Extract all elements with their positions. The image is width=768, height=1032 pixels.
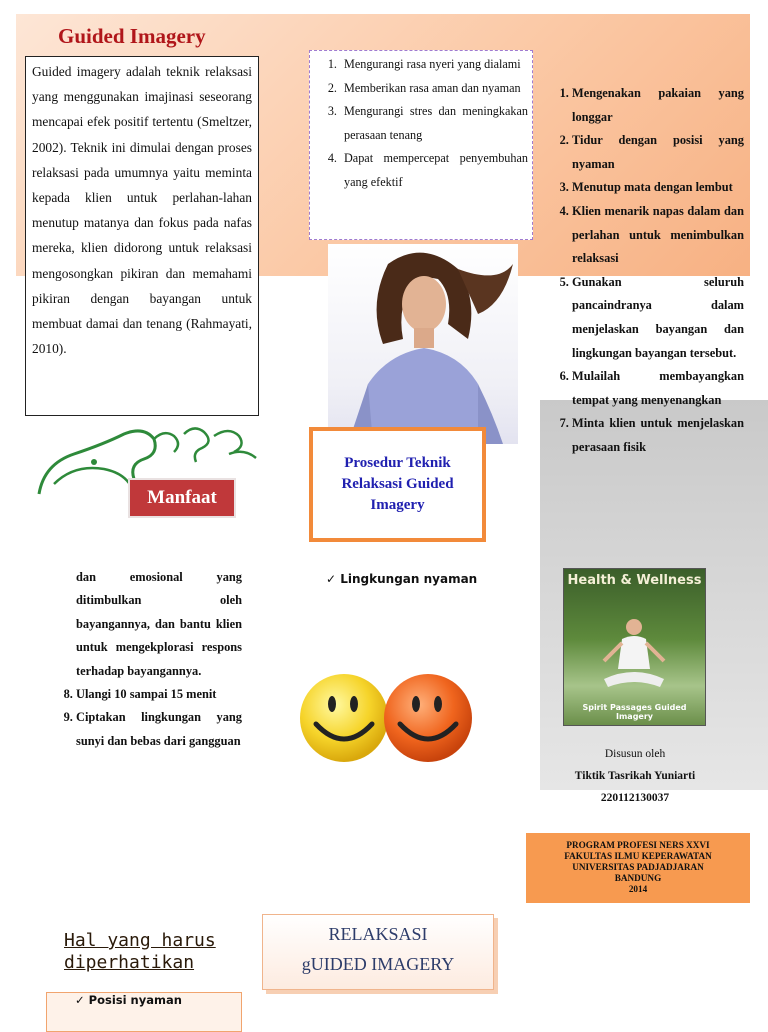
step-item: 4. Klien menarik napas dalam dan perlahan untuk menimbulkan relaksasi — [572, 200, 744, 271]
procedure-steps — [540, 82, 744, 460]
procedure-title-box — [309, 427, 486, 542]
cover-title-box — [262, 914, 494, 990]
step-continuation-text: dan emosional yang ditimbulkan oleh bayangannya, dan bantu klien untuk mengekplorasi respons terhadap bayangannya. — [76, 570, 242, 678]
relaxing-woman-photo — [328, 244, 518, 444]
org-line: FAKULTAS ILMU KEPERAWATAN — [564, 851, 712, 861]
step-item: 9. Ciptakan lingkungan yang sunyi dan bebas dari gangguan — [76, 706, 242, 753]
attention-heading-line: Hal yang harus — [64, 930, 216, 951]
org-line: 2014 — [628, 884, 648, 894]
step-item: 1. Mengenakan pakaian yang longgar — [572, 82, 744, 129]
benefit-item: 4. Dapat mempercepat penyembuhan yang efektif — [340, 147, 528, 194]
org-line: UNIVERSITAS PADJADJARAN — [572, 862, 704, 872]
org-line: BANDUNG — [614, 873, 662, 883]
benefits-box — [309, 50, 533, 240]
definition-text: Guided imagery adalah teknik relaksasi yang menggunakan imajinasi seseorang mencapai efek positif tertentu (Smeltzer, 2002). Teknik ini dimulai dengan proses relaksasi pada umumnya yaitu meminta kepada klien untuk perlahan-lahan menutup matanya dan fokus pada nafas mereka, klien didorong untuk relaksasi mengosongkan pikiran dan memahami pikiran dengan bayangan untuk membuat damai dan tenang (Rahmayati, 2010). — [32, 64, 252, 357]
benefit-item: 2. Memberikan rasa aman dan nyaman — [340, 77, 528, 101]
step-item: 2. Tidur dengan posisi yang nyaman — [572, 129, 744, 176]
step-item: 3. Menutup mata dengan lembut — [572, 176, 744, 200]
wellness-subtitle: Spirit Passages Guided Imagery — [582, 703, 687, 721]
manfaat-label: Manfaat — [147, 487, 217, 508]
author-name: Tiktik Tasrikah Yuniarti — [574, 770, 696, 782]
procedure-title: Prosedur Teknik Relaksasi Guided Imagery — [341, 455, 454, 513]
manfaat-banner — [128, 478, 236, 518]
student-id: 220112130037 — [600, 792, 670, 804]
cover-title-line: gUIDED IMAGERY — [301, 954, 455, 974]
health-wellness-image — [563, 568, 706, 726]
organization-box — [526, 833, 750, 903]
smiley-icon — [296, 666, 476, 766]
step-item: 7. Minta klien untuk menjelaskan perasaan fisik — [572, 412, 744, 459]
cover-title-line: RELAKSASI — [328, 924, 428, 944]
checklist-item: ✓ Posisi nyaman — [75, 993, 182, 1007]
org-line: PROGRAM PROFESI NERS XXVI — [566, 840, 710, 850]
benefit-item: 3. Mengurangi stres dan meningkakan perasaan tenang — [340, 100, 528, 147]
benefit-item: 1. Mengurangi rasa nyeri yang dialami — [340, 53, 528, 77]
compiled-by: Disusun oleh — [604, 748, 666, 760]
page-title: Guided Imagery — [58, 24, 206, 48]
attention-heading — [64, 930, 216, 974]
wellness-title: Health & Wellness — [567, 573, 702, 588]
step-item: 5. Gunakan seluruh pancaindranya dalam menjelaskan bayangan dan lingkungan bayangan tersebut. — [572, 271, 744, 365]
checklist-item: ✓ Lingkungan nyaman — [326, 572, 478, 586]
step-item: 6. Mulailah membayangkan tempat yang menyenangkan — [572, 365, 744, 412]
attention-heading-line: diperhatikan — [64, 952, 195, 973]
step-item: 8. Ulangi 10 sampai 15 menit — [76, 683, 242, 706]
attention-list-box — [46, 992, 242, 1032]
definition-box — [25, 56, 259, 416]
procedure-steps-continued — [44, 566, 242, 753]
